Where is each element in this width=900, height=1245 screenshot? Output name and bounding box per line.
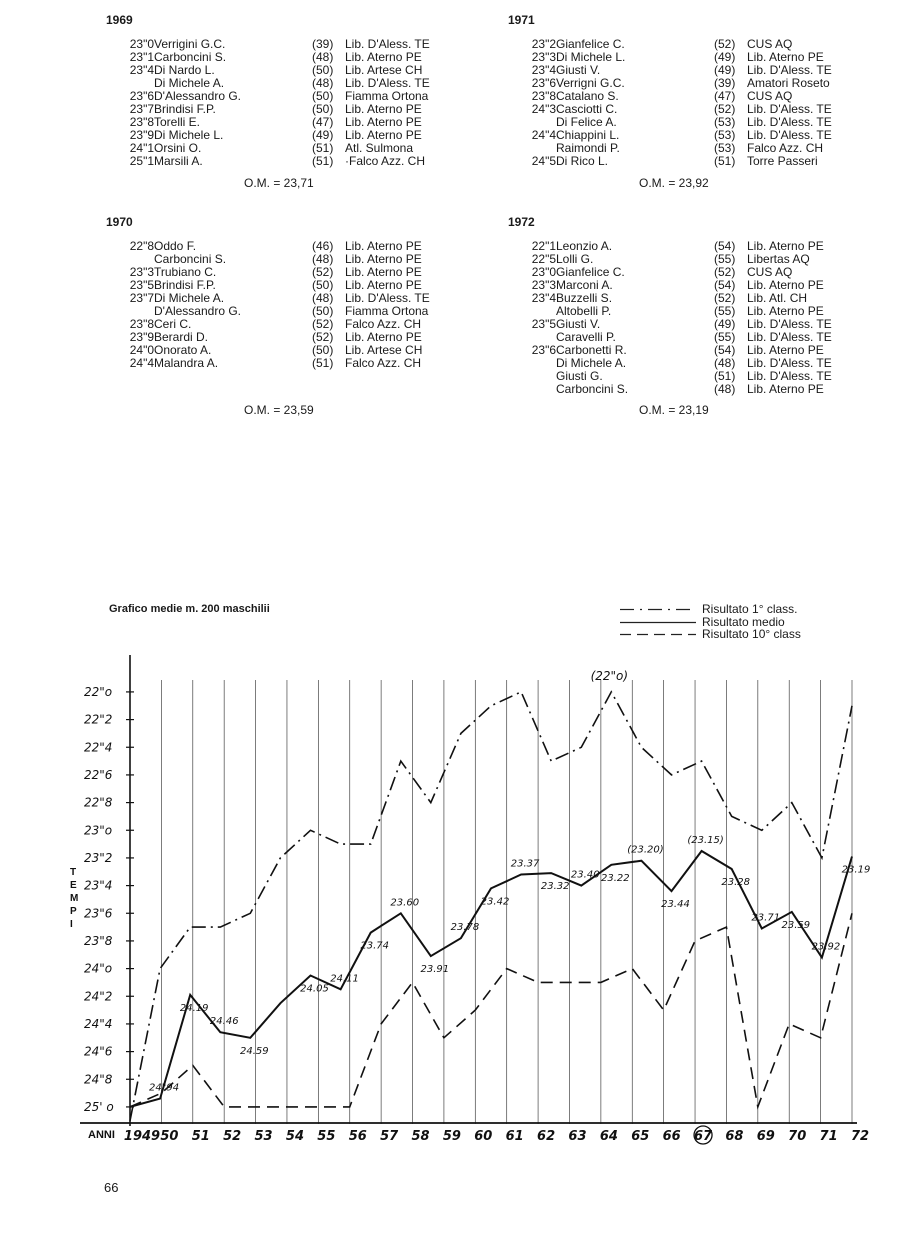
club-name: Falco Azz. CH bbox=[345, 356, 422, 370]
data-label: 23.44 bbox=[661, 899, 690, 911]
club-name: Lib. D'Aless. TE bbox=[747, 317, 832, 331]
y-tick-label: 23"4 bbox=[84, 878, 113, 893]
data-label: 23.42 bbox=[480, 896, 510, 908]
birth-year: (49) bbox=[312, 128, 334, 142]
club-name: Lib. D'Aless. TE bbox=[747, 115, 832, 129]
athlete-name: Buzzelli S. bbox=[556, 291, 613, 305]
x-tick-label: 57 bbox=[380, 1129, 399, 1144]
club-name: Lib. Aterno PE bbox=[345, 330, 422, 344]
club-name: Falco Azz. CH bbox=[747, 141, 824, 155]
birth-year: (51) bbox=[714, 154, 736, 168]
result-row bbox=[106, 155, 506, 168]
result-time: 24"0 bbox=[129, 343, 154, 357]
y-tick-label: 25' o bbox=[84, 1099, 114, 1114]
x-tick-label: 50 bbox=[160, 1129, 179, 1144]
data-label: 23.60 bbox=[390, 897, 420, 909]
data-label: 23.59 bbox=[781, 919, 811, 931]
year-title: 1970 bbox=[106, 215, 133, 229]
athlete-name: Di Michele L. bbox=[556, 50, 626, 64]
birth-year: (52) bbox=[714, 265, 736, 279]
birth-year: (48) bbox=[714, 356, 736, 370]
x-tick-label: 60 bbox=[474, 1129, 493, 1144]
y-axis-title-letter: I bbox=[70, 919, 73, 930]
birth-year: (39) bbox=[312, 37, 334, 51]
data-label: 24.46 bbox=[209, 1016, 239, 1028]
x-tick-label: 63 bbox=[568, 1129, 587, 1144]
athlete-name: Torelli E. bbox=[154, 115, 201, 129]
y-tick-label: 22"2 bbox=[84, 712, 113, 727]
club-name: Lib. D'Aless. TE bbox=[747, 63, 832, 77]
result-time: 24"4 bbox=[531, 128, 556, 142]
athlete-name: Catalano S. bbox=[556, 89, 619, 103]
x-tick-label: 68 bbox=[725, 1129, 744, 1144]
result-time: 24"4 bbox=[129, 356, 154, 370]
series-line-dashed bbox=[130, 913, 852, 1107]
athlete-name: Carboncini S. bbox=[154, 252, 227, 266]
result-time: 23"6 bbox=[531, 76, 556, 90]
x-tick-label: 58 bbox=[411, 1129, 430, 1144]
y-tick-label: 22"6 bbox=[84, 767, 113, 782]
data-label: 23.40 bbox=[570, 869, 600, 881]
club-name: CUS AQ bbox=[747, 37, 793, 51]
club-name: Lib. Atl. CH bbox=[747, 291, 808, 305]
birth-year: (52) bbox=[714, 102, 736, 116]
result-time: 23"5 bbox=[129, 278, 154, 292]
birth-year: (50) bbox=[312, 89, 334, 103]
data-label: 23.32 bbox=[540, 881, 570, 893]
y-tick-label: 23"6 bbox=[84, 906, 113, 921]
athlete-name: Di Rico L. bbox=[556, 154, 609, 168]
result-time: 23"0 bbox=[531, 265, 556, 279]
club-name: Lib. D'Aless. TE bbox=[747, 356, 832, 370]
y-tick-label: 22"8 bbox=[84, 795, 113, 810]
club-name: Torre Passeri bbox=[747, 154, 818, 168]
legend-swatch-dashed bbox=[620, 633, 696, 636]
result-time: 23"8 bbox=[129, 115, 154, 129]
birth-year: (39) bbox=[714, 76, 736, 90]
athlete-name: Brindisi F.P. bbox=[154, 102, 216, 116]
birth-year: (48) bbox=[312, 252, 334, 266]
year-title: 1969 bbox=[106, 13, 133, 27]
result-time: 22"8 bbox=[129, 239, 154, 253]
athlete-name: Verrigni G.C. bbox=[556, 76, 625, 90]
athlete-name: Marsili A. bbox=[154, 154, 203, 168]
legend-label: Risultato medio bbox=[702, 614, 785, 629]
results-rows bbox=[106, 38, 506, 168]
result-time: 23"9 bbox=[129, 128, 154, 142]
legend-swatch-solid bbox=[620, 621, 696, 624]
legend-label: Risultato 1° class. bbox=[702, 602, 798, 616]
result-time: 24"3 bbox=[531, 102, 556, 116]
x-tick-label: 51 bbox=[191, 1129, 210, 1144]
y-tick-label: 24"6 bbox=[84, 1044, 113, 1059]
birth-year: (53) bbox=[714, 141, 736, 155]
athlete-name: Marconi A. bbox=[556, 278, 613, 292]
club-name: Lib. Artese CH bbox=[345, 343, 423, 357]
results-rows bbox=[508, 38, 900, 168]
year-title: 1971 bbox=[508, 13, 535, 27]
birth-year: (50) bbox=[312, 304, 334, 318]
data-label: 24.05 bbox=[300, 983, 329, 995]
birth-year: (53) bbox=[714, 115, 736, 129]
legend-swatch-dash-dot bbox=[620, 608, 696, 611]
result-time: 23"1 bbox=[129, 50, 154, 64]
birth-year: (52) bbox=[714, 291, 736, 305]
athlete-name: Altobelli P. bbox=[556, 304, 612, 318]
club-name: Atl. Sulmona bbox=[345, 141, 414, 155]
athlete-name: Onorato A. bbox=[154, 343, 212, 357]
athlete-name: Orsini O. bbox=[154, 141, 202, 155]
x-tick-label: 61 bbox=[505, 1129, 524, 1144]
birth-year: (55) bbox=[714, 304, 736, 318]
athlete-name: Malandra A. bbox=[154, 356, 219, 370]
club-name: Lib. D'Aless. TE bbox=[747, 330, 832, 344]
results-rows bbox=[106, 240, 506, 370]
result-time: 23"4 bbox=[129, 63, 154, 77]
result-time: 23"5 bbox=[531, 317, 556, 331]
club-name: Lib. Aterno PE bbox=[345, 115, 422, 129]
club-name: Lib. D'Aless. TE bbox=[345, 76, 430, 90]
birth-year: (51) bbox=[312, 356, 334, 370]
birth-year: (48) bbox=[714, 382, 736, 396]
result-time: 23"7 bbox=[129, 291, 154, 305]
birth-year: (48) bbox=[312, 50, 334, 64]
athlete-name: Di Felice A. bbox=[556, 115, 617, 129]
birth-year: (52) bbox=[312, 265, 334, 279]
club-name: Lib. D'Aless. TE bbox=[747, 102, 832, 116]
y-axis-title-letter: M bbox=[70, 893, 79, 904]
club-name: Lib. Aterno PE bbox=[747, 304, 824, 318]
athlete-name: Chiappini L. bbox=[556, 128, 620, 142]
x-tick-label: 65 bbox=[631, 1129, 650, 1144]
club-name: ·Falco Azz. CH bbox=[345, 154, 426, 168]
averages-chart bbox=[0, 640, 900, 1160]
result-time: 23"9 bbox=[129, 330, 154, 344]
om-average: O.M. = 23,19 bbox=[639, 403, 709, 417]
birth-year: (49) bbox=[714, 317, 736, 331]
club-name: Lib. Aterno PE bbox=[345, 128, 422, 142]
result-time: 23"4 bbox=[531, 291, 556, 305]
x-axis-title: ANNI bbox=[88, 1129, 115, 1141]
club-name: Lib. D'Aless. TE bbox=[747, 128, 832, 142]
series-line-solid bbox=[130, 851, 852, 1107]
club-name: Lib. Aterno PE bbox=[747, 278, 824, 292]
birth-year: (52) bbox=[312, 317, 334, 331]
y-tick-label: 23"2 bbox=[84, 850, 113, 865]
result-time: 24"5 bbox=[531, 154, 556, 168]
birth-year: (49) bbox=[714, 50, 736, 64]
club-name: Lib. Aterno PE bbox=[345, 239, 422, 253]
birth-year: (51) bbox=[714, 369, 736, 383]
y-tick-label: 24"8 bbox=[84, 1072, 113, 1087]
athlete-name: Gianfelice C. bbox=[556, 37, 625, 51]
club-name: Lib. Aterno PE bbox=[345, 252, 422, 266]
athlete-name: Di Michele L. bbox=[154, 128, 224, 142]
results-rows bbox=[508, 240, 900, 396]
legend-label: Risultato 10° class bbox=[702, 627, 801, 641]
data-label: 24.59 bbox=[240, 1045, 269, 1057]
data-label: 24"94 bbox=[149, 1082, 180, 1094]
x-tick-label: 53 bbox=[254, 1129, 273, 1144]
y-tick-label: 24"2 bbox=[84, 989, 113, 1004]
data-label: 23.22 bbox=[601, 872, 630, 884]
club-name: Falco Azz. CH bbox=[345, 317, 422, 331]
result-time: 23"7 bbox=[129, 102, 154, 116]
athlete-name: Carboncini S. bbox=[556, 382, 629, 396]
data-label: 23.28 bbox=[721, 876, 750, 888]
page-number: 66 bbox=[104, 1180, 119, 1195]
result-time: 25"1 bbox=[129, 154, 154, 168]
result-row bbox=[106, 357, 506, 370]
athlete-name: Raimondi P. bbox=[556, 141, 620, 155]
club-name: Lib. Aterno PE bbox=[747, 50, 824, 64]
athlete-name: Carbonetti R. bbox=[556, 343, 627, 357]
data-label: 23.78 bbox=[450, 922, 480, 934]
y-tick-label: 22"o bbox=[84, 684, 113, 699]
athlete-name: Lolli G. bbox=[556, 252, 594, 266]
birth-year: (49) bbox=[714, 63, 736, 77]
result-time: 23"6 bbox=[531, 343, 556, 357]
athlete-name: Giusti G. bbox=[556, 369, 603, 383]
result-row bbox=[508, 155, 900, 168]
club-name: Lib. Aterno PE bbox=[345, 102, 422, 116]
y-tick-label: 24"o bbox=[84, 961, 113, 976]
x-tick-label: 67 bbox=[693, 1129, 713, 1144]
y-axis-title-letter: P bbox=[70, 906, 77, 917]
club-name: Amatori Roseto bbox=[747, 76, 830, 90]
birth-year: (47) bbox=[714, 89, 736, 103]
athlete-name: Trubiano C. bbox=[154, 265, 217, 279]
data-label: 24.11 bbox=[330, 973, 359, 985]
club-name: Libertas AQ bbox=[747, 252, 810, 266]
birth-year: (48) bbox=[312, 291, 334, 305]
y-tick-label: 24"4 bbox=[84, 1016, 113, 1031]
club-name: Lib. Aterno PE bbox=[747, 343, 824, 357]
athlete-name: Di Michele A. bbox=[154, 76, 225, 90]
club-name: Lib. D'Aless. TE bbox=[345, 291, 430, 305]
x-tick-label: 64 bbox=[599, 1129, 618, 1144]
result-time: 23"4 bbox=[531, 63, 556, 77]
club-name: CUS AQ bbox=[747, 89, 793, 103]
athlete-name: Di Michele A. bbox=[154, 291, 225, 305]
athlete-name: Gianfelice C. bbox=[556, 265, 625, 279]
om-average: O.M. = 23,59 bbox=[244, 403, 314, 417]
peak-annotation: (22"o) bbox=[590, 669, 629, 683]
result-time: 23"3 bbox=[129, 265, 154, 279]
result-time: 23"8 bbox=[531, 89, 556, 103]
data-label: 23.91 bbox=[420, 964, 450, 976]
birth-year: (54) bbox=[714, 343, 736, 357]
result-time: 22"1 bbox=[531, 239, 556, 253]
y-tick-label: 22"4 bbox=[84, 740, 113, 755]
y-tick-label: 23"o bbox=[84, 823, 113, 838]
club-name: Lib. D'Aless. TE bbox=[747, 369, 832, 383]
om-average: O.M. = 23,71 bbox=[244, 176, 314, 190]
birth-year: (54) bbox=[714, 239, 736, 253]
athlete-name: D'Alessandro G. bbox=[154, 304, 241, 318]
x-tick-label: 54 bbox=[285, 1129, 305, 1144]
result-time: 23"3 bbox=[531, 50, 556, 64]
athlete-name: Di Michele A. bbox=[556, 356, 627, 370]
x-tick-label: 71 bbox=[819, 1129, 838, 1144]
athlete-name: Casciotti C. bbox=[556, 102, 618, 116]
club-name: Lib. Aterno PE bbox=[345, 50, 422, 64]
athlete-name: Carboncini S. bbox=[154, 50, 227, 64]
athlete-name: Giusti V. bbox=[556, 63, 601, 77]
birth-year: (51) bbox=[312, 141, 334, 155]
x-tick-label: 52 bbox=[223, 1129, 242, 1144]
graph-title: Grafico medie m. 200 maschilii bbox=[109, 603, 270, 615]
birth-year: (47) bbox=[312, 115, 334, 129]
x-tick-label: 59 bbox=[442, 1129, 461, 1144]
x-tick-label: 56 bbox=[348, 1129, 367, 1144]
athlete-name: Brindisi F.P. bbox=[154, 278, 216, 292]
y-tick-label: 23"8 bbox=[84, 933, 113, 948]
result-time: 23"0 bbox=[129, 37, 154, 51]
athlete-name: Giusti V. bbox=[556, 317, 601, 331]
birth-year: (54) bbox=[714, 278, 736, 292]
om-average: O.M. = 23,92 bbox=[639, 176, 709, 190]
x-tick-label: 72 bbox=[850, 1129, 870, 1144]
x-tick-label: 66 bbox=[662, 1129, 681, 1144]
athlete-name: Ceri C. bbox=[154, 317, 192, 331]
birth-year: (52) bbox=[714, 37, 736, 51]
data-label: (23.20) bbox=[627, 844, 664, 856]
data-label: 23.37 bbox=[510, 858, 540, 870]
x-tick-label: 70 bbox=[788, 1129, 807, 1144]
result-row bbox=[508, 383, 900, 396]
athlete-name: Oddo F. bbox=[154, 239, 197, 253]
result-time: 23"8 bbox=[129, 317, 154, 331]
athlete-name: Caravelli P. bbox=[556, 330, 616, 344]
birth-year: (50) bbox=[312, 278, 334, 292]
club-name: Lib. Artese CH bbox=[345, 63, 423, 77]
athlete-name: Berardi D. bbox=[154, 330, 209, 344]
birth-year: (51) bbox=[312, 154, 334, 168]
club-name: Lib. Aterno PE bbox=[747, 382, 824, 396]
birth-year: (48) bbox=[312, 76, 334, 90]
y-axis-title-letter: T bbox=[70, 867, 77, 878]
athlete-name: Verrigini G.C. bbox=[154, 37, 226, 51]
birth-year: (52) bbox=[312, 330, 334, 344]
birth-year: (53) bbox=[714, 128, 736, 142]
data-label: (23.15) bbox=[687, 835, 724, 847]
birth-year: (55) bbox=[714, 252, 736, 266]
athlete-name: Leonzio A. bbox=[556, 239, 613, 253]
athlete-name: Di Nardo L. bbox=[154, 63, 215, 77]
y-axis-title-letter: E bbox=[70, 880, 77, 891]
data-label: 23.19 bbox=[841, 864, 871, 876]
club-name: Lib. Aterno PE bbox=[345, 278, 422, 292]
club-name: Fiamma Ortona bbox=[345, 89, 429, 103]
club-name: Lib. Aterno PE bbox=[345, 265, 422, 279]
club-name: CUS AQ bbox=[747, 265, 793, 279]
athlete-name: D'Alessandro G. bbox=[154, 89, 241, 103]
x-tick-label: 1949 bbox=[123, 1129, 161, 1144]
birth-year: (50) bbox=[312, 343, 334, 357]
birth-year: (50) bbox=[312, 63, 334, 77]
result-time: 24"1 bbox=[129, 141, 154, 155]
data-label: 23.71 bbox=[751, 912, 781, 924]
club-name: Lib. D'Aless. TE bbox=[345, 37, 430, 51]
data-label: 23.74 bbox=[360, 940, 389, 952]
result-time: 22"5 bbox=[531, 252, 556, 266]
x-tick-label: 62 bbox=[537, 1129, 556, 1144]
x-tick-label: 69 bbox=[756, 1129, 775, 1144]
result-time: 23"3 bbox=[531, 278, 556, 292]
result-time: 23"2 bbox=[531, 37, 556, 51]
club-name: Fiamma Ortona bbox=[345, 304, 429, 318]
result-time: 23"6 bbox=[129, 89, 154, 103]
year-title: 1972 bbox=[508, 215, 535, 229]
club-name: Lib. Aterno PE bbox=[747, 239, 824, 253]
birth-year: (50) bbox=[312, 102, 334, 116]
data-label: 23.92 bbox=[811, 941, 841, 953]
data-label: 24.19 bbox=[179, 1002, 209, 1014]
birth-year: (46) bbox=[312, 239, 334, 253]
birth-year: (55) bbox=[714, 330, 736, 344]
x-tick-label: 55 bbox=[317, 1129, 336, 1144]
